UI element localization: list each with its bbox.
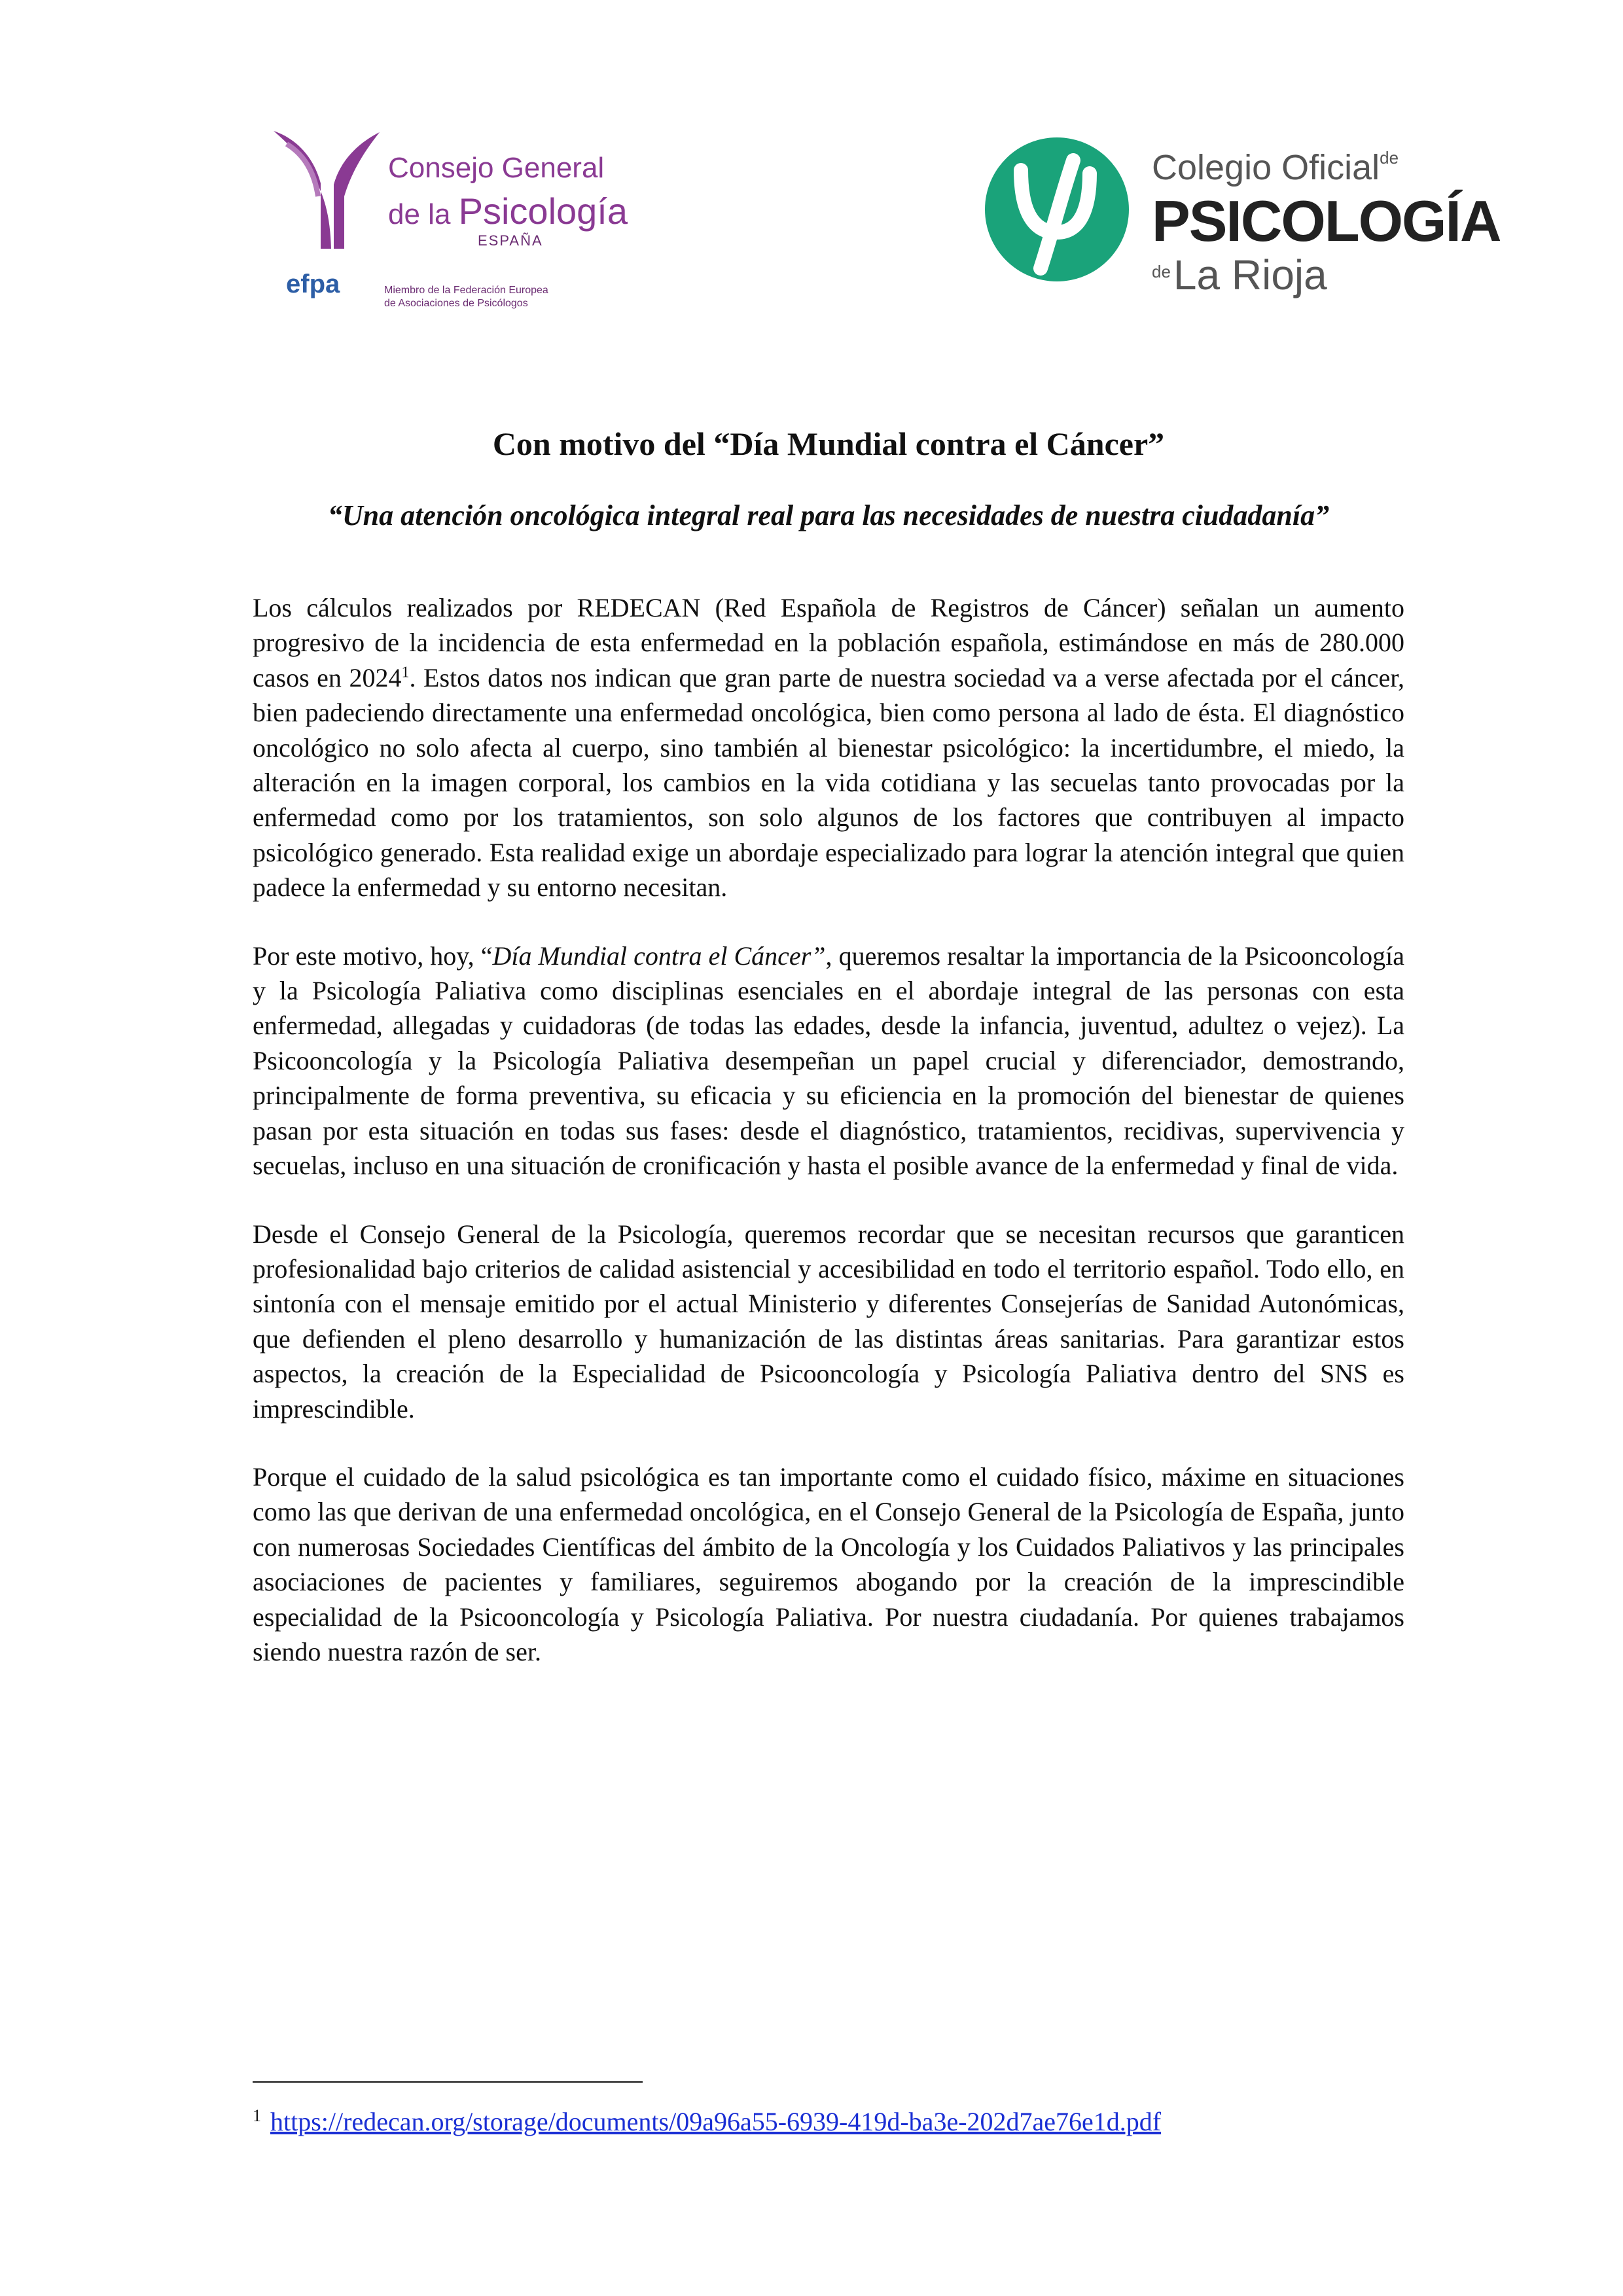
psi-circle-logo-icon — [982, 134, 1132, 285]
footnote-number: 1 — [253, 2106, 261, 2125]
colegio-oficial-logo — [982, 134, 1501, 298]
cop-logo-line3: $^{de}$La Rioja — [1152, 251, 1327, 298]
cgp-logo-line1: Consejo General — [388, 152, 605, 184]
cop-logo-line1: Colegio Oficial$^{de}$ — [1152, 148, 1399, 187]
document-body — [253, 590, 1404, 1702]
paragraph-4: Porque el cuidado de la salud psicológica es tan importante como el cuidado físico, máxime en situaciones como las que derivan de una enfermedad oncológica, en el Consejo General de la Psicología de España, junto con numerosas Sociedades Científicas del ámbito de la Oncología y los Cuidados Paliativos y las principales asociaciones de pacientes y familiares, seguiremos abogando por la creación de la imprescindible especialidad de la Psicooncología y Psicología Paliativa. Por nuestra ciudadanía. Por quienes trabajamos siendo nuestra razón de ser. — [253, 1462, 1404, 1666]
footnote-link[interactable]: https://redecan.org/storage/documents/09a96a55-6939-419d-ba3e-202d7ae76e1d.pdf — [270, 2107, 1162, 2136]
paragraph-3: Desde el Consejo General de la Psicología, queremos recordar que se necesitan recursos que garanticen profesionalidad bajo criterios de calidad asistencial y accesibilidad en todo el territorio español. Todo ello, en sintonía con el mensaje emitido por el actual Ministerio y diferentes Consejerías de Sanidad Autonómicas, que defienden el pleno desarrollo y humanización de las distintas áreas sanitarias. Para garantizar estos aspectos, la creación de la Especialidad de Psicooncología y Psicología Paliativa dentro del SNS es imprescindible. — [253, 1219, 1404, 1424]
footnote-reference[interactable]: 1 — [401, 664, 410, 681]
efpa-caption: Miembro de la Federación Europea de Asociaciones de Psicólogos — [384, 285, 548, 309]
document-subtitle: “Una atención oncológica integral real para las necesidades de nuestra ciudadanía” — [327, 499, 1330, 531]
efpa-logo — [286, 267, 580, 319]
cop-logo-line2: PSICOLOGÍA — [1152, 188, 1501, 253]
footnote — [253, 2098, 1161, 2140]
consejo-general-logo — [267, 124, 628, 255]
psi-y-logo-icon — [267, 124, 385, 255]
cgp-logo-line2: de la Psicología — [388, 190, 628, 232]
document-title: Con motivo del “Día Mundial contra el Cáncer” — [492, 425, 1165, 462]
paragraph-2: Por este motivo, hoy, “Día Mundial contra el Cáncer”, queremos resaltar la importancia de la Psicooncología y la Psicología Paliativa como disciplinas esenciales en el abordaje integral de las personas con esta enfermedad, allegadas y cuidadoras (de todas las edades, desde la infancia, juventud, adultez o vejez). La Psicooncología y la Psicología Paliativa desempeñan un papel crucial y diferenciador, demostrando, principalmente de forma preventiva, su eficacia y su eficiencia en la promoción del bienestar de quienes pasan por esta situación en todas sus fases: desde el diagnóstico, tratamientos, recidivas, supervivencia y secuelas, incluso en una situación de cronificación y hasta el posible avance de la enfermedad y final de vida. — [253, 941, 1405, 1181]
cgp-logo-country: ESPAÑA — [478, 232, 543, 249]
footnote-separator — [253, 2081, 643, 2083]
paragraph-1: Los cálculos realizados por REDECAN (Red Española de Registros de Cáncer) señalan un aumento progresivo de la incidencia de esta enfermedad en la población española, estimándose en más de 280.000 casos en 2024$^1$. Estos datos nos indican que gran parte de nuestra sociedad va a verse afectada por el cáncer, bien padeciendo directamente una enfermedad oncológica, bien como persona al lado de ésta. El diagnóstico oncológico no solo afecta al cuerpo, sino también al bienestar psicológico: la incertidumbre, el miedo, la alteración en la imagen corporal, los cambios en la vida cotidiana y las secuelas tanto provocadas por la enfermedad como por los tratamientos, son solo algunos de los factores que contribuyen al impacto psicológico generado. Esta realidad exige un abordaje especializado para lograr la atención integral que quien padece la enfermedad y su entorno necesitan. — [253, 593, 1404, 903]
efpa-mark: efpa — [286, 270, 340, 298]
